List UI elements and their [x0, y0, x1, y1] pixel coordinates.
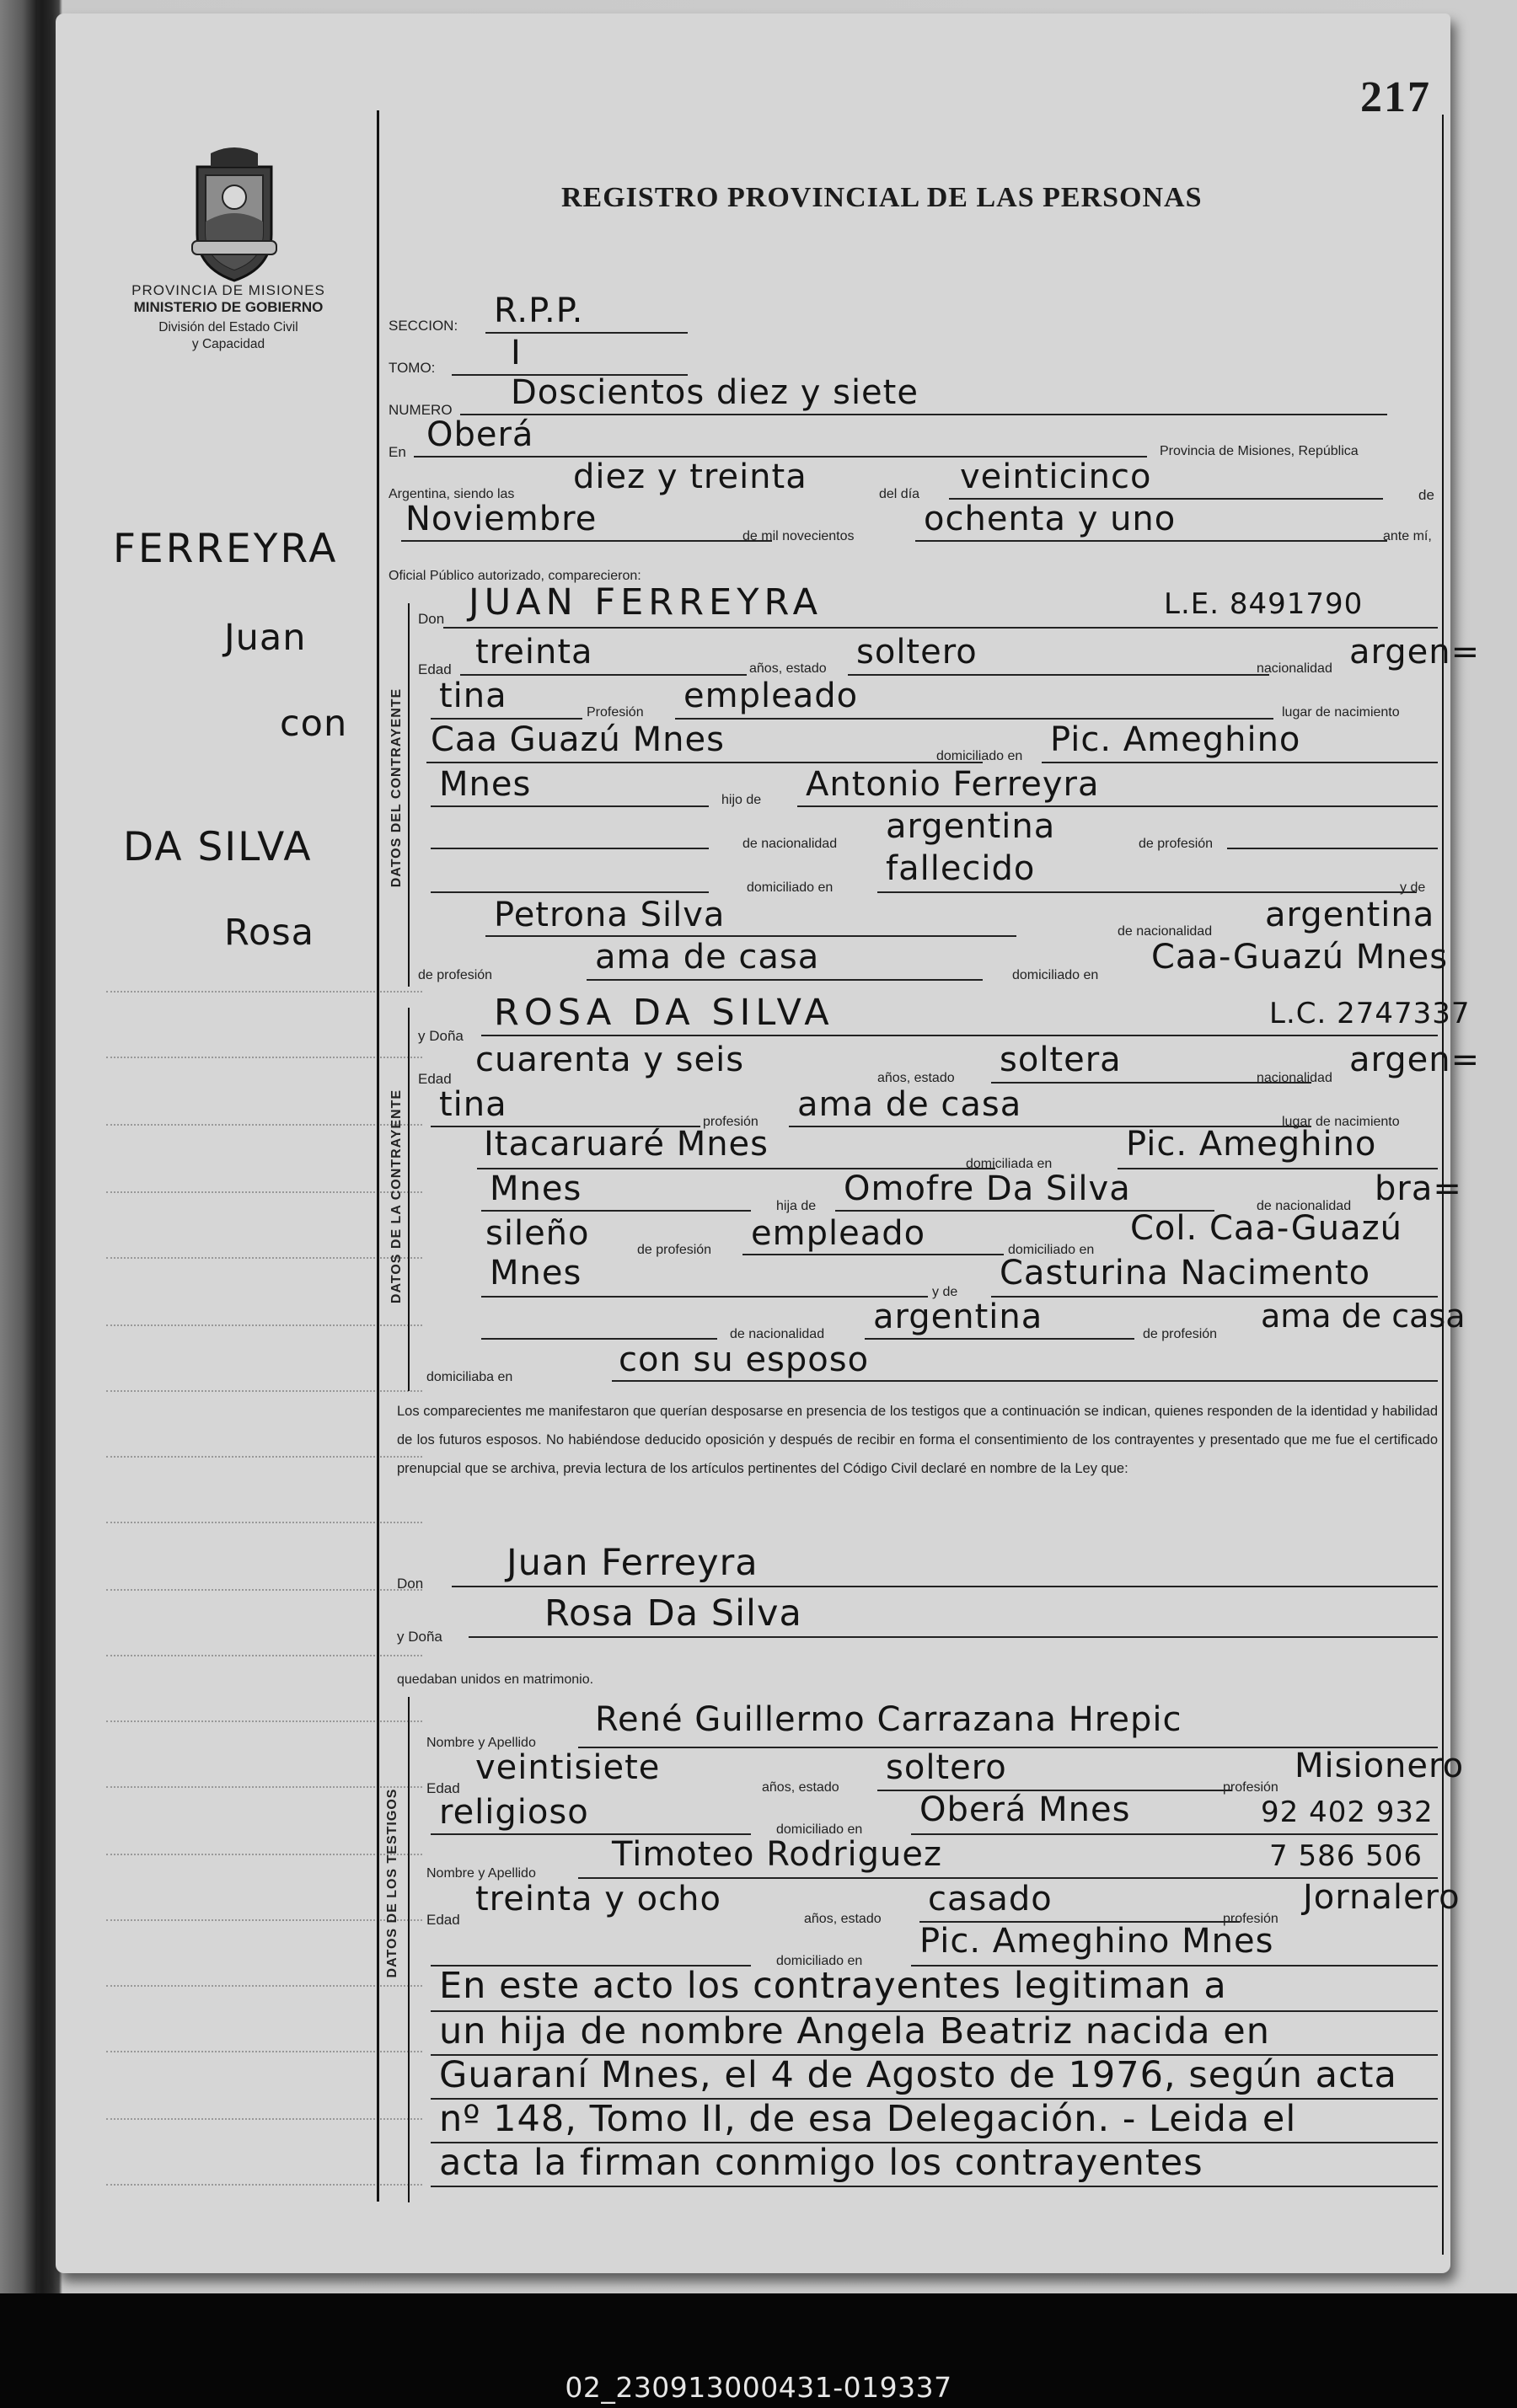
argentina-label: Argentina, siendo las [389, 487, 515, 501]
contrayenta-padre-nac-cont: sileño [485, 1214, 590, 1253]
contrayenta-lugar: Itacaruaré Mnes [484, 1125, 769, 1164]
testigo1-dom: Oberá Mnes [919, 1790, 1131, 1829]
dona-label: y Doña [418, 1028, 464, 1044]
contrayenta-edad: cuarenta y seis [475, 1041, 745, 1079]
edad-label: Edad [418, 661, 452, 677]
t2-dom-label: domiciliado en [776, 1954, 863, 1968]
testigo1-edad: veintisiete [475, 1748, 661, 1787]
declaration-paragraph: Los comparecientes me manifestaron que querían desposarse en presencia de los testigos que a continuación se indican, quienes responden de la identidad y habilidad de los futuros esposos. No habiéndose deducido oposición y después de recibir en forma el consentimiento de los contrayentes y presentado que me fue el certificado prenupcial que se archiva, previa lectura de los artículos pertinentes del Código Civil declaré en nombre de la Ley que: [397, 1404, 1438, 1476]
contrayente-edad: treinta [475, 633, 593, 672]
don-label-2: Don [397, 1576, 424, 1592]
madre-prof-label: de profesión [418, 968, 493, 982]
madre-dom-label: domiciliado en [1012, 968, 1099, 982]
de-label: de [1418, 487, 1434, 503]
tomo-value: I [511, 334, 522, 372]
contrayenta-domicilio: Pic. Ameghino [1126, 1125, 1377, 1164]
madre-prof-label-2: de profesión [1143, 1327, 1218, 1341]
hija-label: hija de [776, 1199, 817, 1213]
t1-edad-label: Edad [426, 1780, 460, 1796]
testigo1-doc: 92 402 932 [1261, 1795, 1434, 1829]
contrayente-nac: argen= [1349, 633, 1481, 672]
contrayenta-doc: L.C. 2747337 [1269, 997, 1471, 1030]
mil-label: de mil novecientos [742, 529, 855, 543]
unidos-text: quedaban unidos en matrimonio. [397, 1672, 594, 1687]
testigo1-prof: Misionero [1295, 1747, 1465, 1785]
yde-label: y de [1400, 880, 1426, 895]
testigo2-prof: Jornalero [1303, 1878, 1461, 1917]
madre-dom: Caa-Guazú Mnes [1151, 938, 1449, 977]
padre-dom: fallecido [886, 849, 1036, 888]
seccion-value: R.P.P. [494, 292, 584, 330]
testigo2-estado: casado [928, 1880, 1053, 1918]
contrayente-domicilio-cont: Mnes [439, 765, 532, 804]
padre-nac-label-2: de nacionalidad [1257, 1199, 1352, 1213]
anio-value: ochenta y uno [924, 500, 1177, 538]
en-label: En [389, 444, 406, 460]
page-number: 217 [1360, 73, 1431, 121]
nota-line-2: un hija de nombre Angela Beatriz nacida en [439, 2010, 1270, 2052]
margin-con: con [280, 703, 348, 745]
margin-surname-1: FERREYRA [113, 526, 339, 572]
padre-prof-label-2: de profesión [637, 1243, 712, 1257]
padre-nombre: Antonio Ferreyra [806, 765, 1100, 804]
contrayente-lugar: Caa Guazú Mnes [431, 720, 725, 759]
t2-edad-label: Edad [426, 1912, 460, 1928]
t2-prof-label: profesión [1223, 1912, 1278, 1926]
contrayenta-nac-cont: tina [439, 1085, 507, 1124]
margin-name-1: Juan [224, 617, 307, 659]
contrayenta-padre-prof: empleado [751, 1214, 926, 1253]
madre-nombre: Petrona Silva [494, 896, 726, 934]
lugar-label-2: lugar de nacimiento [1282, 1115, 1400, 1129]
seccion-label: SECCION: [389, 318, 458, 334]
section-label-testigos: DATOS DE LOS TESTIGOS [385, 1788, 399, 1978]
edad-label-2: Edad [418, 1071, 452, 1087]
contrayente-domicilio: Pic. Ameghino [1050, 720, 1301, 759]
padre-dom-label: domiciliado en [747, 880, 834, 895]
dona-label-2: y Doña [397, 1629, 442, 1645]
contrayenta-nombre: ROSA DA SILVA [494, 992, 834, 1034]
contrayenta-domicilio-cont: Mnes [490, 1169, 582, 1208]
dia-value: veinticinco [960, 458, 1152, 496]
province-seal-icon [180, 142, 288, 285]
previous-page-edge [0, 0, 37, 2408]
nac-label: nacionalidad [1257, 661, 1332, 676]
contrayente-doc: L.E. 8491790 [1164, 587, 1364, 621]
contrayenta-nac: argen= [1349, 1041, 1481, 1079]
anios-label: años, estado [749, 661, 827, 676]
hora-value: diez y treinta [573, 458, 807, 496]
madre-nac-label-2: de nacionalidad [730, 1327, 825, 1341]
section-label-contrayente: DATOS DEL CONTRAYENTE [389, 688, 404, 888]
numero-label: NUMERO [389, 402, 453, 418]
esposa-nombre: Rosa Da Silva [544, 1592, 802, 1635]
contrayenta-prof: ama de casa [797, 1085, 1022, 1124]
contrayenta-madre-nac: argentina [873, 1298, 1043, 1336]
issuer-ministry: MINISTERIO DE GOBIERNO [133, 299, 324, 315]
contrayente-prof: empleado [683, 677, 859, 715]
testigo2-nombre: Timoteo Rodriguez [612, 1835, 942, 1874]
anios-label-2: años, estado [877, 1071, 955, 1085]
lugar-value: Oberá [426, 415, 534, 454]
nota-line-1: En este acto los contrayentes legitiman a [439, 1965, 1227, 2007]
t2-label: Nombre y Apellido [426, 1866, 536, 1881]
madre-dom-label-2: domiciliaba en [426, 1370, 513, 1384]
contrayenta-padre-nac: bra= [1375, 1169, 1462, 1208]
scan-identifier: 02_230913000431-019337 [565, 2371, 952, 2404]
tomo-label: TOMO: [389, 360, 436, 376]
contrayenta-estado: soltera [1000, 1041, 1122, 1079]
del-dia-label: del día [879, 487, 920, 501]
ante-label: ante mí, [1383, 529, 1432, 543]
nota-line-4: nº 148, Tomo II, de esa Delegación. - Leida el [439, 2098, 1297, 2140]
hijo-label: hijo de [721, 793, 762, 807]
don-label: Don [418, 611, 445, 627]
madre-nac: argentina [1265, 896, 1435, 934]
margin-surname-2: DA SILVA [123, 824, 313, 870]
padre-prof-label: de profesión [1139, 837, 1214, 851]
nota-line-5: acta la firman conmigo los contrayentes [439, 2142, 1203, 2184]
contrayenta-padre-dom-cont: Mnes [490, 1254, 582, 1292]
contrayente-nombre: JUAN FERREYRA [469, 581, 823, 623]
testigo1-nombre: René Guillermo Carrazana Hrepic [595, 1700, 1182, 1739]
oficial-label: Oficial Público autorizado, comparecieron: [389, 569, 641, 583]
domic-label-2: domiciliada en [966, 1157, 1053, 1171]
prof-label: Profesión [587, 705, 644, 720]
testigo1-prof-cont: religioso [439, 1793, 589, 1832]
nota-line-3: Guaraní Mnes, el 4 de Agosto de 1976, según acta [439, 2054, 1397, 2096]
madre-nac-label: de nacionalidad [1118, 924, 1213, 939]
testigo2-dom: Pic. Ameghino Mnes [919, 1922, 1274, 1961]
testigo2-edad: treinta y ocho [475, 1880, 721, 1918]
madre-prof: ama de casa [595, 938, 820, 977]
contrayenta-madre-dom: con su esposo [619, 1340, 870, 1379]
register-page [56, 13, 1481, 2273]
issuer-division: División del Estado Civil [158, 320, 298, 334]
t1-anios-label: años, estado [762, 1780, 839, 1795]
section-label-contrayenta: DATOS DE LA CONTRAYENTE [389, 1089, 404, 1304]
padre-nac-label: de nacionalidad [742, 837, 838, 851]
mes-value: Noviembre [405, 500, 598, 538]
domic-label: domiciliado en [936, 749, 1023, 763]
contrayenta-madre-prof: ama de casa [1261, 1298, 1466, 1335]
padre-nac: argentina [886, 807, 1056, 846]
padre-dom-label-2: domiciliado en [1008, 1243, 1095, 1257]
contrayenta-padre: Omofre Da Silva [844, 1169, 1131, 1208]
registry-title: REGISTRO PROVINCIAL DE LAS PERSONAS [561, 182, 1203, 213]
t1-dom-label: domiciliado en [776, 1822, 863, 1837]
contrayenta-madre: Casturina Nacimento [1000, 1254, 1371, 1292]
issuer-province: PROVINCIA DE MISIONES [131, 282, 325, 298]
t2-anios-label: años, estado [804, 1912, 882, 1926]
lugar-label: lugar de nacimiento [1282, 705, 1400, 720]
contrayente-estado: soltero [856, 633, 978, 672]
testigo1-estado: soltero [886, 1748, 1007, 1787]
numero-value: Doscientos diez y siete [511, 373, 919, 412]
t1-label: Nombre y Apellido [426, 1736, 536, 1750]
issuer-capacity: y Capacidad [191, 337, 265, 351]
testigo2-doc: 7 586 506 [1269, 1839, 1423, 1873]
yde-label-2: y de [932, 1285, 958, 1299]
esposo-nombre: Juan Ferreyra [507, 1542, 758, 1584]
nac-label-2: nacionalidad [1257, 1071, 1332, 1085]
margin-name-2: Rosa [224, 912, 315, 954]
provincia-text: Provincia de Misiones, República [1160, 444, 1359, 458]
t1-prof-label: profesión [1223, 1780, 1278, 1795]
contrayente-nac-cont: tina [439, 677, 507, 715]
contrayenta-padre-dom: Col. Caa-Guazú [1130, 1209, 1403, 1248]
prof-label-2: profesión [703, 1115, 758, 1129]
